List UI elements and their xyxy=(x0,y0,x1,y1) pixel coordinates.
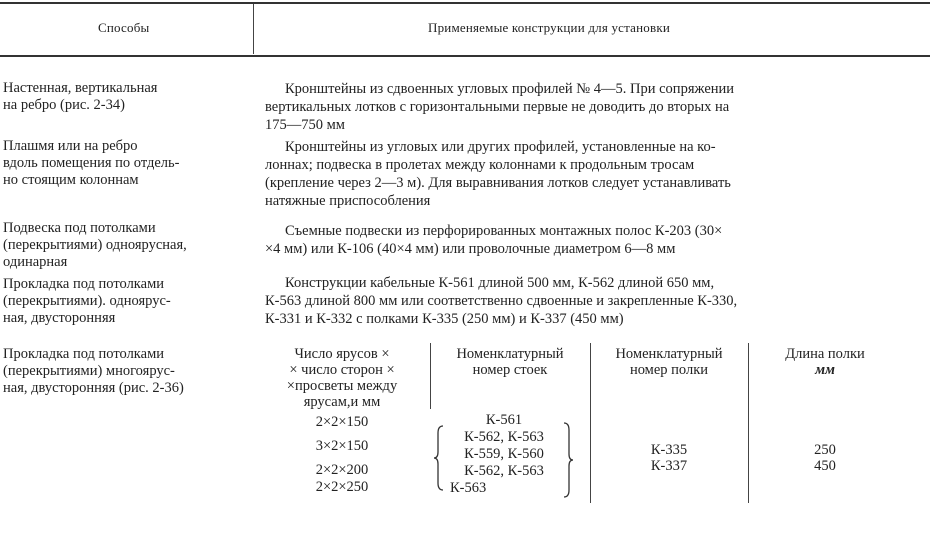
post-number: К-559, К-560 xyxy=(464,446,544,462)
subtable-header-tiers xyxy=(257,346,427,410)
method-cell xyxy=(3,346,249,397)
left-brace-icon xyxy=(433,425,445,491)
subtable-header-line: Длина полки xyxy=(785,346,865,362)
method-line: ная, двусторонняя (рис. 2-36) xyxy=(3,380,184,396)
subtable-header-line: номер полки xyxy=(629,362,709,378)
subtable-header-line: мм xyxy=(815,362,835,378)
method-line: на ребро (рис. 2-34) xyxy=(3,97,125,113)
method-cell xyxy=(3,220,249,271)
method-line: Прокладка под потолками xyxy=(3,276,165,292)
method-cell xyxy=(3,80,249,114)
subtable-header-line: ×просветы между xyxy=(286,378,398,394)
subtable-header-length xyxy=(750,346,900,378)
method-cell xyxy=(3,138,249,189)
post-number: К-561 xyxy=(485,412,523,428)
method-line: (перекрытиями) одноярусная, xyxy=(3,237,187,253)
right-brace-icon xyxy=(562,422,574,498)
method-cell xyxy=(3,276,249,327)
header-column-divider xyxy=(253,4,254,54)
method-line: но стоящим колоннам xyxy=(3,172,139,188)
construction-line: К-563 длиной 800 мм или соответственно сдвоенные и закрепленные К-330, xyxy=(265,293,738,309)
construction-line: вертикальных лотков с горизонтальными первые не доводить до вторых на xyxy=(265,99,730,115)
construction-line: (крепление через 2—3 м). Для выравнивания лотков следует устанавливать xyxy=(265,175,731,191)
method-line: (перекрытиями) многоярус- xyxy=(3,363,175,379)
tier-value: 3×2×150 xyxy=(315,438,369,454)
post-number: К-562, К-563 xyxy=(464,429,544,445)
method-line: ная, двусторонняя xyxy=(3,310,116,326)
shelf-length: 250 xyxy=(814,442,836,458)
lengths-column xyxy=(750,442,900,474)
subtable-header-line: номер стоек xyxy=(472,362,548,378)
post-number: К-562, К-563 xyxy=(464,463,544,479)
construction-line: Кронштейны из сдвоенных угловых профилей № 4—5. При сопряжении xyxy=(285,81,735,97)
subtable-divider xyxy=(430,343,431,409)
shelf-number: К-335 xyxy=(650,442,688,458)
header-methods: Способы xyxy=(98,20,150,35)
subtable-divider xyxy=(748,343,749,503)
method-line: Подвеска под потолками xyxy=(3,220,156,236)
shelf-number: К-337 xyxy=(650,458,688,474)
header-constructions: Применяемые конструкции для установки xyxy=(428,20,670,35)
method-line: Настенная, вертикальная xyxy=(3,80,158,96)
method-line: (перекрытиями). одноярус- xyxy=(3,293,171,309)
posts-column xyxy=(446,412,562,497)
subtable-divider xyxy=(590,343,591,503)
shelf-length: 450 xyxy=(814,458,836,474)
tiers-column xyxy=(257,414,427,496)
construction-line: ×4 мм) или К-106 (40×4 мм) или проволочные диаметром 6—8 мм xyxy=(265,241,676,257)
construction-line: Кронштейны из угловых или других профилей, установленные на ко- xyxy=(285,139,716,155)
construction-line: К-331 и К-332 с полками К-335 (250 мм) и К-337 (450 мм) xyxy=(265,311,624,327)
shelves-column xyxy=(592,442,746,474)
method-line: вдоль помещения по отдель- xyxy=(3,155,180,171)
tier-value: 2×2×200 xyxy=(315,462,369,478)
method-line: одинарная xyxy=(3,254,68,270)
method-line: Прокладка под потолками xyxy=(3,346,165,362)
method-line: Плашмя или на ребро xyxy=(3,138,138,154)
construction-line: Съемные подвески из перфорированных монтажных полос К-203 (30× xyxy=(285,223,723,239)
subtable-header-line: Номенклатурный xyxy=(456,346,564,362)
subtable-header-line: × число сторон × xyxy=(289,362,395,378)
tier-value: 2×2×150 xyxy=(315,414,369,430)
subtable-header-line: Номенклатурный xyxy=(615,346,723,362)
construction-line: натяжные приспособления xyxy=(265,193,431,209)
subtable-header-line: ярусам,и мм xyxy=(303,394,381,410)
construction-cell xyxy=(265,80,915,134)
tier-value: 2×2×250 xyxy=(315,479,369,495)
subtable-header-shelves xyxy=(592,346,746,378)
construction-cell xyxy=(265,274,915,328)
construction-line: Конструкции кабельные К-561 длиной 500 мм, К-562 длиной 650 мм, xyxy=(285,275,715,291)
table-top-rule xyxy=(0,2,930,4)
construction-cell xyxy=(265,138,915,210)
post-number: К-563 xyxy=(450,480,487,496)
construction-line: 175—750 мм xyxy=(265,117,345,133)
subtable-header-posts xyxy=(432,346,588,378)
construction-cell xyxy=(265,222,915,258)
construction-line: лоннах; подвеска в пролетах между колоннами к продольным тросам xyxy=(265,157,695,173)
subtable-header-line: Число ярусов × xyxy=(294,346,390,362)
header-bottom-rule xyxy=(0,55,930,57)
